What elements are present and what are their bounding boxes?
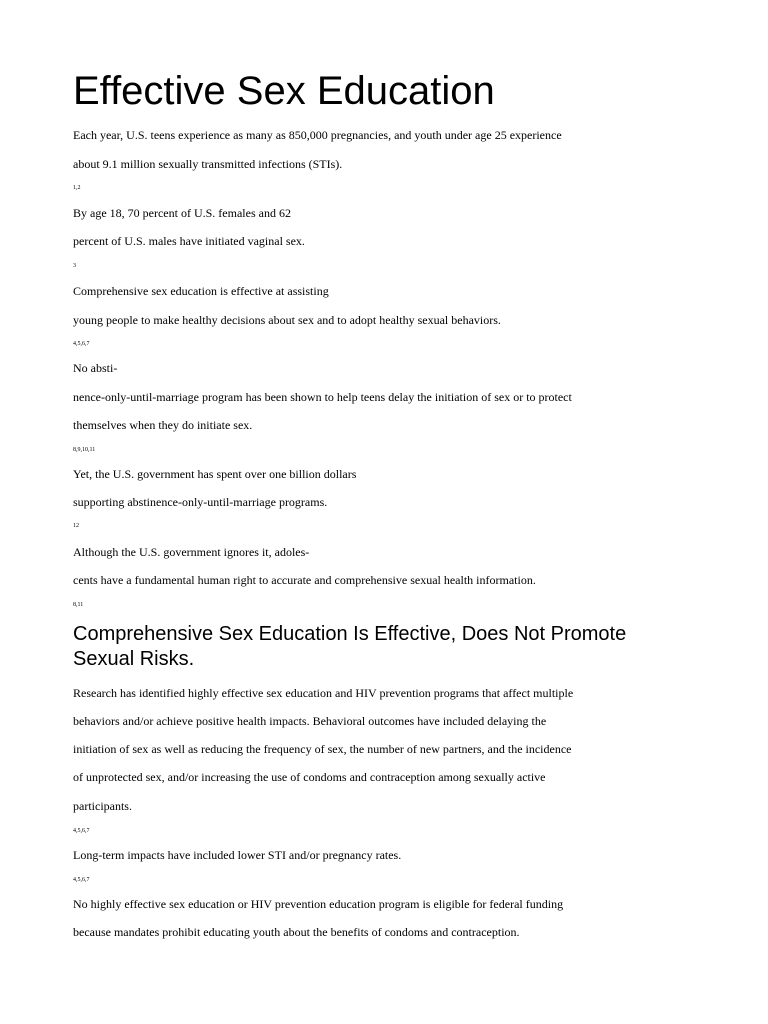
intro-line: nence-only-until-marriage program has been shown to help teens delay the initiation of sex or to protect: [73, 390, 572, 404]
intro-line: supporting abstinence-only-until-marriage programs.: [73, 495, 328, 509]
citation-ref: 4,5,6,7: [73, 341, 90, 347]
body-line: because mandates prohibit educating youth about the benefits of condoms and contraception.: [73, 925, 520, 939]
body-line: No highly effective sex education or HIV prevention education program is eligible for federal funding: [73, 897, 564, 911]
body-line: Research has identified highly effective sex education and HIV prevention programs that affect multiple: [73, 686, 574, 700]
section-heading: Comprehensive Sex Education Is Effective, Does Not Promote: [73, 623, 627, 645]
citation-ref: 8,11: [73, 602, 84, 608]
body-line: Long-term impacts have included lower STI and/or pregnancy rates.: [73, 848, 402, 862]
intro-line: No absti-: [73, 361, 118, 375]
citation-ref: 3: [73, 263, 76, 269]
citation-ref: 1,2: [73, 185, 81, 191]
body-line: of unprotected sex, and/or increasing the use of condoms and contraception among sexually active: [73, 770, 546, 784]
citation-ref: 4,5,6,7: [73, 828, 90, 834]
intro-line: percent of U.S. males have initiated vaginal sex.: [73, 234, 305, 248]
citation-ref: 8,9,10,11: [73, 447, 96, 453]
body-line: behaviors and/or achieve positive health impacts. Behavioral outcomes have included delaying the: [73, 714, 547, 728]
intro-line: themselves when they do initiate sex.: [73, 418, 253, 432]
body-line: initiation of sex as well as reducing the frequency of sex, the number of new partners, and the incidence: [73, 742, 572, 756]
intro-line: By age 18, 70 percent of U.S. females and 62: [73, 206, 291, 220]
intro-line: Comprehensive sex education is effective at assisting: [73, 284, 329, 298]
section-heading: Sexual Risks.: [73, 648, 195, 670]
intro-line: cents have a fundamental human right to accurate and comprehensive sexual health information.: [73, 573, 536, 587]
page-title: Effective Sex Education: [73, 69, 495, 113]
intro-line: young people to make healthy decisions about sex and to adopt healthy sexual behaviors.: [73, 313, 501, 327]
intro-line: Although the U.S. government ignores it, adoles-: [73, 545, 310, 559]
intro-line: Yet, the U.S. government has spent over one billion dollars: [73, 467, 357, 481]
body-line: participants.: [73, 799, 132, 813]
citation-ref: 12: [73, 523, 79, 529]
intro-line: about 9.1 million sexually transmitted infections (STIs).: [73, 157, 343, 171]
intro-line: Each year, U.S. teens experience as many as 850,000 pregnancies, and youth under age 25 experience: [73, 128, 562, 142]
citation-ref: 4,5,6,7: [73, 877, 90, 883]
